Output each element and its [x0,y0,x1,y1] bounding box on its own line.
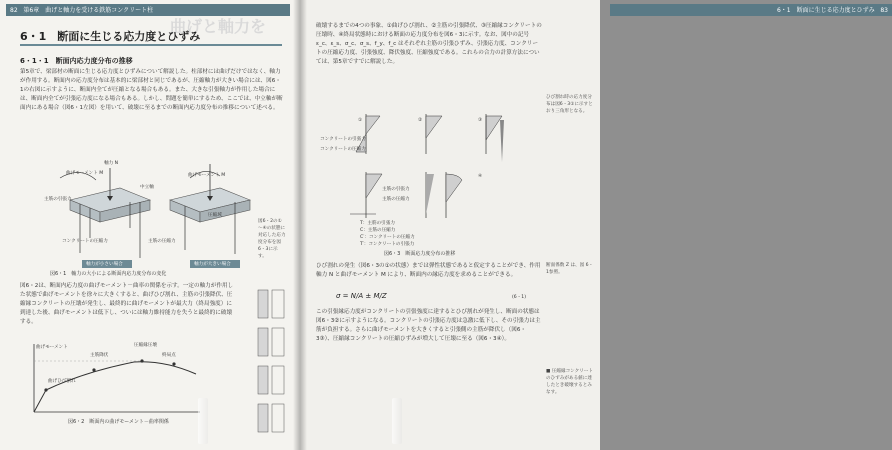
figure-6-1-caption: 図6・1 軸力の大小による断面内応力度分布の変化 [50,271,167,277]
equation-6-1: σ = N/A ± M/Z [336,292,387,300]
fig1-comp-rebar-label: 主筋の圧縮力 [148,239,176,244]
margin-figure-left [252,284,292,444]
figure-6-3 [316,110,532,240]
chapter-title: 6・1 断面に生じる応力度とひずみ [20,30,201,43]
fig1-axial-label: 軸力 N [104,161,119,166]
paragraph-1: 第5章で、梁部材の断面に生じる応力度とひずみについて解説した。柱部材には曲げだけではなく、軸力が作用する。断面内の応力度分布は基本的に梁部材と同じであるが、圧縮軸力が大きい場合には、図6・1の右図に示すように、断面内全てが圧縮となる場合もある。また、大きな引張軸力が作用した場合には、断面内全てが引張応力度になる場合もある。しかし、問題を簡単にするため、ここでは、中立軸が断面内にある場合（図6・1左図）を用いて、破壊に至るまでの断面内応力度分布の推移について述べる。 [20,69,283,111]
fig3-state-2: ② [418,118,423,123]
running-head-right: 6・1 断面に生じる応力度とひずみ 83 [610,4,892,16]
figure-6-3-caption: 図6・3 断面応力度分布の推移 [384,251,456,257]
fig1-case-right: 軸力が大きい場合 [194,262,231,267]
fig3-c-force: コンクリートの圧縮力 [320,147,366,152]
fig3-state-3: ③ [478,118,483,123]
right-page [300,0,888,450]
fig1-zone-label: 圧縮域 [208,213,222,218]
fig3-state-4: ④ [478,174,483,179]
fig3-legend-4: T′：コンクリートの引張力 [360,242,415,247]
margin-note-right-2: 断面係数 Z は、図 6・1参照。 [546,263,594,275]
fig2-yield-label: 主筋降伏 [90,353,109,358]
page-number-right: 83 [880,7,888,14]
fig3-state-1: ① [358,118,363,123]
margin-note-left: 図6・2の①～④の状態に対応した応力度分布を図6・3に示す。 [258,219,286,259]
fig1-case-left: 軸力が小さい場合 [86,262,123,267]
page-number-left: 82 [10,7,18,14]
section-title: 6・1・1 断面内応力度分布の推移 [20,57,133,65]
fig3-legend-2: C：主筋の圧縮力 [360,228,396,233]
fig2-ultimate-label: 終局点 [162,353,176,358]
page-holder-right [392,398,402,444]
chapter-rule [20,44,282,46]
equation-number: (6・1) [512,295,527,300]
fig2-ylabel: 曲げモーメント [36,345,68,350]
paragraph-2: 図6・2は、断面内応力度の曲げモーメント－曲率の関係を示す。一定の軸力が作用した状態で曲げモーメントを徐々に大きくすると、曲げひび割れ、主筋の引張降伏、圧縮縁コンクリートの圧壊が発生し、最終的に曲げモーメントが最大力（終局強度）に到達した後、曲げモーメントは低下し、ついには軸力維持能力を失うと最終的に破壊する。 [20,283,234,325]
fig3-legend-3: C′：コンクリートの圧縮力 [360,235,415,240]
figure-6-2-caption: 図6・2 断面内の曲げモーメント－曲率関係 [68,419,169,425]
fig3-t-force: コンクリートの引張力 [320,137,366,142]
margin-note-right-3: ■ 圧縮縁コンクリートのひずみがある値に達したとき破壊するとみなす。 [546,369,594,395]
fig3-rebar-t: 主筋の引張力 [382,187,410,192]
fig3-legend-1: T：主筋の引張力 [360,221,395,226]
fig1-moment-label: 曲げモーメント M [66,171,104,176]
left-page [0,0,300,450]
margin-note-right-1: ひび割れ時の応力度分布は図6・3①に示すとおり三角形となる。 [546,95,593,114]
fig1-neutral-label: 中立軸 [140,185,154,190]
right-paragraph-1: 破壊するまでの4つの事象、①曲げひび割れ、②主筋の引張降伏、③圧縮縁コンクリートの圧壊時、④終局状態時における断面の応力度分布を図6・3に示す。なお、図中の記号 ε_c、ε_s、σ_c、σ_s、f_y、f_c はそれぞれ主筋の引張ひずみ、引張応力度、コンクリートの圧縮応力度、引張強度、降伏強度、圧縮強度である。これらの合力の計算方法については、第5章ですでに解説した。 [316,23,542,65]
fig1-moment-label-right: 曲げモーメント M [188,173,226,178]
background-title: 曲げと軸力を [170,17,267,36]
right-paragraph-3: この引張縁応力度がコンクリートの引張強度に達するとひび割れが発生し、断面の状態は図6・3②に示すようになる。コンクリートの引張応力度は急激に低下し、その引張力は主筋が負担する。さらに曲げモーメントを大きくすると引張側の主筋が降伏し（図6・3③）、圧縮縁コンクリートの圧縮ひずみが増大して圧壊に至る（図6・3④）。 [316,309,541,342]
fig1-concrete-comp-label: コンクリートの圧縮力 [62,239,108,244]
page-holder-left [198,398,208,444]
running-head-left: 82 第6章 曲げと軸力を受ける鉄筋コンクリート柱 [6,4,290,16]
book-gutter [293,0,307,450]
fig2-crack-label: 曲げひび割れ [48,379,76,384]
fig3-rebar-c: 主筋の圧縮力 [382,197,410,202]
fig2-crush-label: 圧縮縁圧壊 [134,343,157,348]
fig1-tension-rebar-label: 主筋の引張力 [44,197,72,202]
right-paragraph-2: ひび割れの発生（図6・3の①の状態）までは弾性状態であると仮定することができ、作用軸力 N と曲げモーメント M により、断面内の縁応力度を求めることができる。 [316,263,541,278]
